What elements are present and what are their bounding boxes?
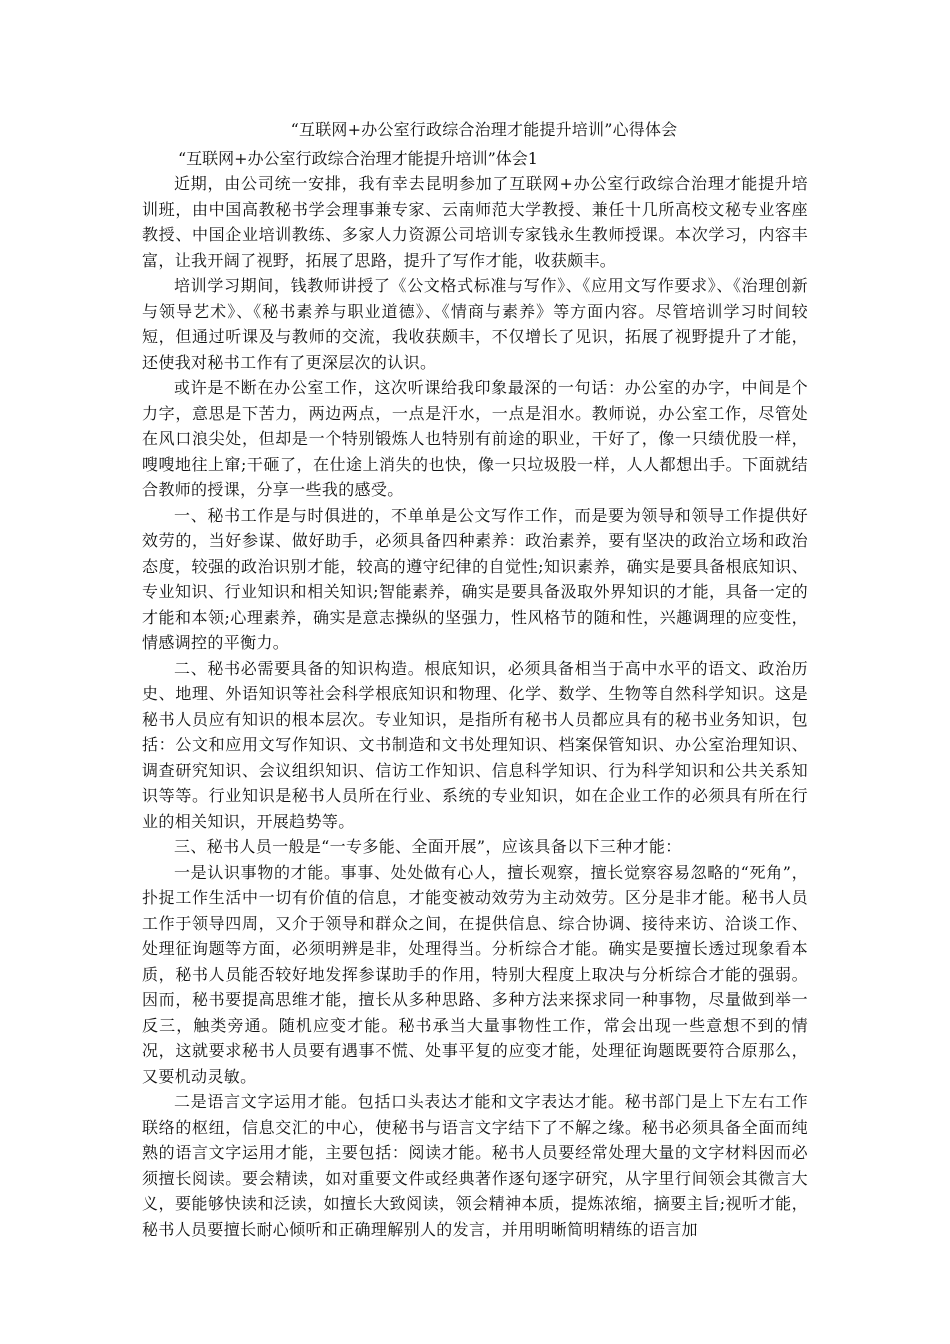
- paragraph-section-one: 一、秘书工作是与时俱进的，不单单是公文写作工作，而是要为领导和领导工作提供好效劳的，当好参谋、做好助手，必须具备四种素养：政治素养，要有坚决的政治立场和政治态度，较强的政治识别才能，较高的遵守纪律的自觉性;知识素养，确实是要具备根底知识、专业知识、行业知识和相关知识;智能素养，确实是要具备汲取外界知识的才能，具备一定的才能和本领;心理素养，确实是意志操纵的坚强力，性风格节的随和性，兴趣调理的应变性，情感调控的平衡力。: [142, 505, 808, 652]
- document-subtitle: “互联网+办公室行政综合治理才能提升培训”体会1: [178, 149, 538, 168]
- paragraph-training-content: 培训学习期间，钱教师讲授了《公文格式标准与写作》、《应用文写作要求》、《治理创新与领导艺术》、《秘书素养与职业道德》、《情商与素养》等方面内容。尽管培训学习时间较短，但通过听课及与教师的交流，我收获颇丰，不仅增长了见识，拓展了视野提升了才能，还使我对秘书工作有了更深层次的认识。: [142, 276, 808, 372]
- paragraph-section-three: 三、秘书人员一般是“一专多能、全面开展”，应该具备以下三种才能：: [174, 837, 682, 856]
- document-body: [142, 171, 808, 1242]
- paragraph-intro: 近期，由公司统一安排，我有幸去昆明参加了互联网+办公室行政综合治理才能提升培训班，由中国高教秘书学会理事兼专家、云南师范大学教授、兼任十几所高校文秘专业客座教授、中国企业培训教练、多家人力资源公司培训专家钱永生教师授课。本次学习，内容丰富，让我开阔了视野，拓展了思路，提升了写作才能，收获颇丰。: [142, 174, 808, 270]
- paragraph-ability-one: 一是认识事物的才能。事事、处处做有心人，擅长观察，擅长觉察容易忽略的“死角”，扑捉工作生活中一切有价值的信息，才能变被动效劳为主动效劳。区分是非才能。秘书人员工作于领导四周，又介于领导和群众之间，在提供信息、综合协调、接待来访、洽谈工作、处理征询题等方面，必须明辨是非，处理得当。分析综合才能。确实是要擅长透过现象看本质，秘书人员能否较好地发挥参谋助手的作用，特别大程度上取决与分析综合才能的强弱。因而，秘书要提高思维才能，擅长从多种思路、多种方法来探求同一种事物，尽量做到举一反三，触类旁通。随机应变才能。秘书承当大量事物性工作，常会出现一些意想不到的情况，这就要求秘书人员要有遇事不慌、处事平复的应变才能，处理征询题既要符合原那么，又要机动灵敏。: [142, 862, 808, 1086]
- paragraph-section-two: 二、秘书必需要具备的知识构造。根底知识，必须具备相当于高中水平的语文、政治历史、地理、外语知识等社会科学根底知识和物理、化学、数学、生物等自然科学知识。这是秘书人员应有知识的根本层次。专业知识，是指所有秘书人员都应具有的秘书业务知识，包括：公文和应用文写作知识、文书制造和文书处理知识、档案保管知识、办公室治理知识、调查研究知识、会议组织知识、信访工作知识、信息科学知识、行为科学知识和公共关系知识等等。行业知识是秘书人员所在行业、系统的专业知识，如在企业工作的必须具有所在行业的相关知识，开展趋势等。: [142, 658, 808, 831]
- paragraph-impression: 或许是不断在办公室工作，这次听课给我印象最深的一句话：办公室的办字，中间是个力字，意思是下苦力，两边两点，一点是汗水，一点是泪水。教师说，办公室工作，尽管处在风口浪尖处，但却是一个特别锻炼人也特别有前途的职业，干好了，像一只绩优股一样，嗖嗖地往上窜;干砸了，在仕途上消失的也快，像一只垃圾股一样，人人都想出手。下面就结合教师的授课，分享一些我的感受。: [142, 378, 808, 499]
- document-page: [142, 118, 808, 1242]
- document-title: “互联网+办公室行政综合治理才能提升培训”心得体会: [290, 120, 678, 139]
- paragraph-ability-two: 二是语言文字运用才能。包括口头表达才能和文字表达才能。秘书部门是上下左右工作联络的枢纽，信息交汇的中心，使秘书与语言文字结下了不解之缘。秘书必须具备全面而纯熟的语言文字运用才能，主要包括：阅读才能。秘书人员要经常处理大量的文字材料因而必须擅长阅读。要会精读，如对重要文件或经典著作逐句逐字研究，从字里行间领会其微言大义，要能够快读和泛读，如擅长大致阅读，领会精神本质，提炼浓缩，摘要主旨;视听才能，秘书人员要擅长耐心倾听和正确理解别人的发言，并用明晰简明精练的语言加: [142, 1092, 808, 1239]
